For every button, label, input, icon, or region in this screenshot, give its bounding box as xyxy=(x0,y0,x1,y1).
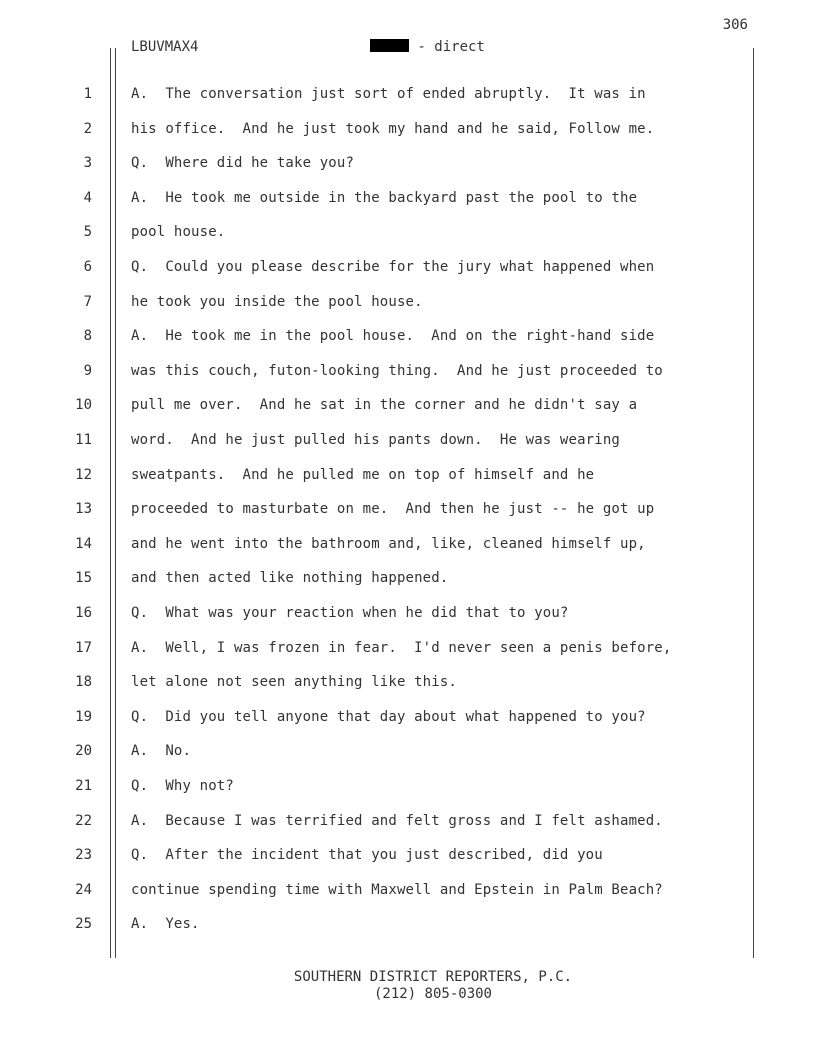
line-text: Q. Where did he take you? xyxy=(131,155,355,172)
header-witness-suffix: - direct xyxy=(409,39,485,55)
line-text: A. Well, I was frozen in fear. I'd never seen a penis before, xyxy=(131,639,672,656)
line-number: 16 xyxy=(75,605,92,621)
transcript-line xyxy=(0,224,816,244)
transcript-line xyxy=(0,501,816,521)
line-number: 14 xyxy=(75,535,92,552)
line-text: he took you inside the pool house. xyxy=(131,293,423,310)
transcript-line xyxy=(0,813,816,833)
line-text: and then acted like nothing happened. xyxy=(131,570,449,587)
line-text: Q. Could you please describe for the jury what happened when xyxy=(131,259,655,275)
redaction-block xyxy=(370,39,409,52)
transcript-line xyxy=(0,121,816,141)
line-number: 9 xyxy=(83,362,92,379)
line-number: 4 xyxy=(83,189,92,206)
transcript-line xyxy=(0,86,816,106)
line-text: was this couch, futon-looking thing. And he just proceeded to xyxy=(131,362,663,379)
line-text: pull me over. And he sat in the corner and he didn't say a xyxy=(131,397,638,414)
page-number: 306 xyxy=(722,17,748,33)
line-text: A. The conversation just sort of ended abruptly. It was in xyxy=(131,86,646,102)
line-number: 17 xyxy=(75,639,92,656)
line-text: word. And he just pulled his pants down. He was wearing xyxy=(131,432,620,448)
line-text: sweatpants. And he pulled me on top of himself and he xyxy=(131,466,595,483)
line-number: 18 xyxy=(75,674,92,691)
line-number: 3 xyxy=(83,155,92,172)
line-text: Q. What was your reaction when he did that to you? xyxy=(131,605,569,621)
line-number: 12 xyxy=(75,466,92,483)
transcript-line xyxy=(0,847,816,867)
transcript-line xyxy=(0,294,816,314)
line-text: Q. After the incident that you just described, did you xyxy=(131,847,603,864)
transcript-line xyxy=(0,467,816,487)
line-text: A. Yes. xyxy=(131,916,200,933)
footer-phone: (212) 805-0300 xyxy=(373,986,492,1002)
line-number: 21 xyxy=(75,778,92,794)
line-text: let alone not seen anything like this. xyxy=(131,674,457,691)
line-number: 6 xyxy=(83,259,92,275)
line-number: 20 xyxy=(75,743,92,760)
line-text: A. Because I was terrified and felt gross and I felt ashamed. xyxy=(131,812,663,829)
line-text: Q. Did you tell anyone that day about what happened to you? xyxy=(131,708,646,725)
footer-reporter: SOUTHERN DISTRICT REPORTERS, P.C. xyxy=(293,969,573,985)
line-text: proceeded to masturbate on me. And then he just -- he got up xyxy=(131,501,655,518)
transcript-line xyxy=(0,397,816,417)
transcript-line xyxy=(0,778,816,798)
transcript-line xyxy=(0,432,816,452)
header-case-id: LBUVMAX4 xyxy=(131,39,199,55)
line-number: 25 xyxy=(75,916,92,933)
transcript-line xyxy=(0,605,816,625)
line-number: 7 xyxy=(83,293,92,310)
line-number: 1 xyxy=(83,86,92,102)
line-number: 24 xyxy=(75,881,92,898)
line-number: 5 xyxy=(83,224,92,241)
transcript-line xyxy=(0,570,816,590)
line-number: 13 xyxy=(75,501,92,518)
line-text: continue spending time with Maxwell and Epstein in Palm Beach? xyxy=(131,881,663,898)
line-number: 10 xyxy=(75,397,92,414)
line-text: Q. Why not? xyxy=(131,778,234,794)
line-text: A. He took me in the pool house. And on the right-hand side xyxy=(131,328,655,345)
transcript-line xyxy=(0,916,816,936)
transcript-line xyxy=(0,709,816,729)
line-text: and he went into the bathroom and, like, cleaned himself up, xyxy=(131,535,646,552)
line-text: his office. And he just took my hand and he said, Follow me. xyxy=(131,120,655,137)
transcript-line xyxy=(0,536,816,556)
line-number: 19 xyxy=(75,708,92,725)
line-number: 15 xyxy=(75,570,92,587)
transcript-line xyxy=(0,882,816,902)
transcript-line xyxy=(0,743,816,763)
footer xyxy=(0,969,816,1003)
transcript-line xyxy=(0,190,816,210)
line-number: 2 xyxy=(83,120,92,137)
header-witness xyxy=(370,39,485,55)
transcript-line xyxy=(0,328,816,348)
line-number: 8 xyxy=(83,328,92,345)
transcript-line xyxy=(0,363,816,383)
line-text: A. He took me outside in the backyard past the pool to the xyxy=(131,189,638,206)
transcript-line xyxy=(0,155,816,175)
transcript-line xyxy=(0,674,816,694)
line-text: pool house. xyxy=(131,224,226,241)
line-number: 23 xyxy=(75,847,92,864)
transcript-line xyxy=(0,259,816,279)
line-number: 11 xyxy=(75,432,92,448)
line-text: A. No. xyxy=(131,743,192,760)
line-number: 22 xyxy=(75,812,92,829)
transcript-line xyxy=(0,640,816,660)
